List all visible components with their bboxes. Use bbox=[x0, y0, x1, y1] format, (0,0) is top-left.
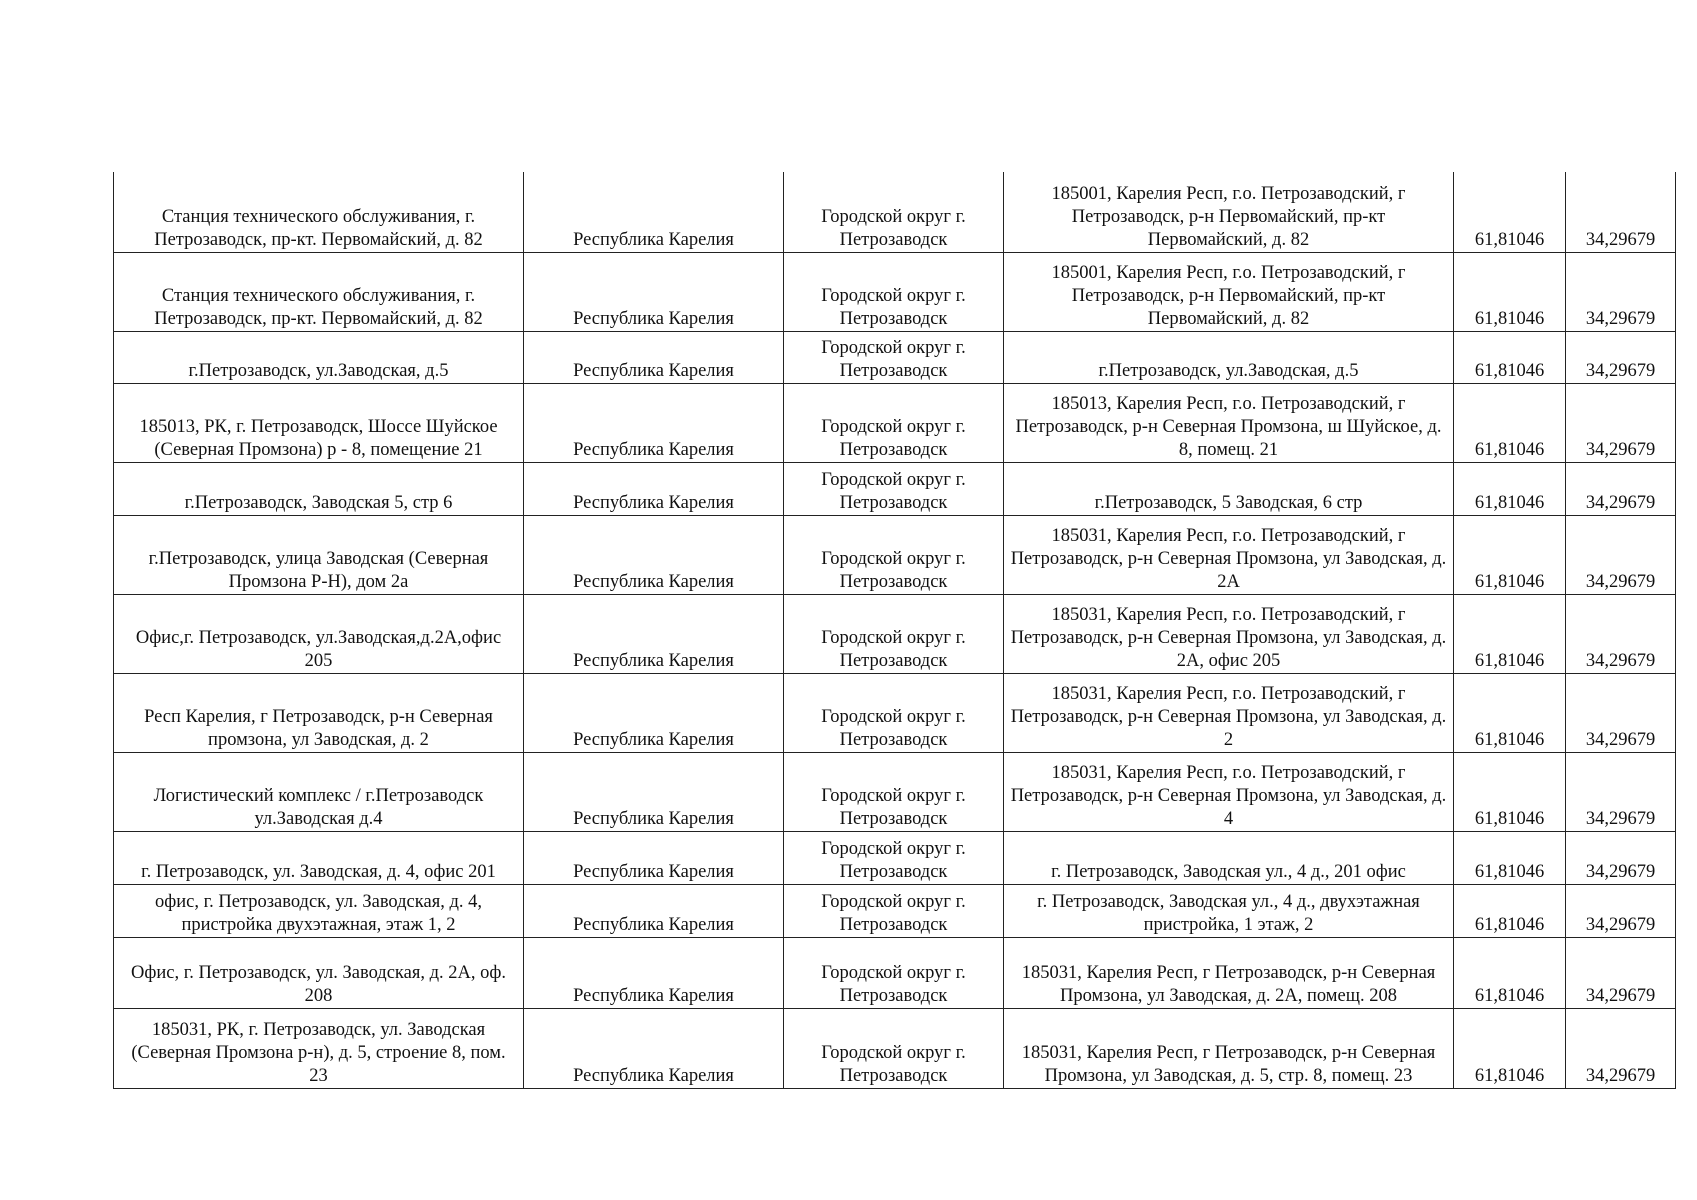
district-cell: Городской округ г. Петрозаводск bbox=[784, 673, 1004, 752]
region-cell: Республика Карелия bbox=[524, 884, 784, 937]
longitude-cell: 34,29679 bbox=[1566, 331, 1676, 383]
table-row bbox=[114, 252, 1676, 331]
longitude-cell: 34,29679 bbox=[1566, 594, 1676, 673]
object-name-cell: Логистический комплекс / г.Петрозаводск ул.Заводская д.4 bbox=[114, 752, 524, 831]
region-cell: Республика Карелия bbox=[524, 172, 784, 252]
address-cell: 185031, Карелия Респ, г Петрозаводск, р-н Северная Промзона, ул Заводская, д. 5, стр. 8, помещ. 23 bbox=[1004, 1008, 1454, 1088]
region-cell: Республика Карелия bbox=[524, 462, 784, 515]
longitude-cell: 34,29679 bbox=[1566, 383, 1676, 462]
latitude-cell: 61,81046 bbox=[1454, 462, 1566, 515]
latitude-cell: 61,81046 bbox=[1454, 884, 1566, 937]
region-cell: Республика Карелия bbox=[524, 1008, 784, 1088]
longitude-cell: 34,29679 bbox=[1566, 937, 1676, 1008]
address-cell: 185031, Карелия Респ, г Петрозаводск, р-н Северная Промзона, ул Заводская, д. 2А, помещ. 208 bbox=[1004, 937, 1454, 1008]
object-name-cell: г.Петрозаводск, ул.Заводская, д.5 bbox=[114, 331, 524, 383]
table-row bbox=[114, 884, 1676, 937]
latitude-cell: 61,81046 bbox=[1454, 383, 1566, 462]
object-name-cell: 185031, РК, г. Петрозаводск, ул. Заводская (Северная Промзона р-н), д. 5, строение 8, пом. 23 bbox=[114, 1008, 524, 1088]
object-name-cell: г.Петрозаводск, Заводская 5, стр 6 bbox=[114, 462, 524, 515]
table-row bbox=[114, 172, 1676, 252]
table-row bbox=[114, 331, 1676, 383]
region-cell: Республика Карелия bbox=[524, 594, 784, 673]
longitude-cell: 34,29679 bbox=[1566, 884, 1676, 937]
table-row bbox=[114, 937, 1676, 1008]
longitude-cell: 34,29679 bbox=[1566, 172, 1676, 252]
address-cell: г. Петрозаводск, Заводская ул., 4 д., двухэтажная пристройка, 1 этаж, 2 bbox=[1004, 884, 1454, 937]
address-cell: 185031, Карелия Респ, г.о. Петрозаводский, г Петрозаводск, р-н Северная Промзона, ул Заводская, д. 2А, офис 205 bbox=[1004, 594, 1454, 673]
table-row bbox=[114, 594, 1676, 673]
address-table bbox=[113, 172, 1676, 1089]
latitude-cell: 61,81046 bbox=[1454, 331, 1566, 383]
latitude-cell: 61,81046 bbox=[1454, 1008, 1566, 1088]
object-name-cell: Станция технического обслуживания, г. Петрозаводск, пр-кт. Первомайский, д. 82 bbox=[114, 172, 524, 252]
address-cell: г.Петрозаводск, ул.Заводская, д.5 bbox=[1004, 331, 1454, 383]
latitude-cell: 61,81046 bbox=[1454, 252, 1566, 331]
region-cell: Республика Карелия bbox=[524, 252, 784, 331]
longitude-cell: 34,29679 bbox=[1566, 673, 1676, 752]
latitude-cell: 61,81046 bbox=[1454, 831, 1566, 884]
address-cell: 185013, Карелия Респ, г.о. Петрозаводский, г Петрозаводск, р-н Северная Промзона, ш Шуйское, д. 8, помещ. 21 bbox=[1004, 383, 1454, 462]
district-cell: Городской округ г. Петрозаводск bbox=[784, 752, 1004, 831]
region-cell: Республика Карелия bbox=[524, 383, 784, 462]
longitude-cell: 34,29679 bbox=[1566, 462, 1676, 515]
object-name-cell: 185013, РК, г. Петрозаводск, Шоссе Шуйское (Северная Промзона) р - 8, помещение 21 bbox=[114, 383, 524, 462]
district-cell: Городской округ г. Петрозаводск bbox=[784, 1008, 1004, 1088]
region-cell: Республика Карелия bbox=[524, 937, 784, 1008]
latitude-cell: 61,81046 bbox=[1454, 172, 1566, 252]
district-cell: Городской округ г. Петрозаводск bbox=[784, 594, 1004, 673]
table-row bbox=[114, 752, 1676, 831]
district-cell: Городской округ г. Петрозаводск bbox=[784, 172, 1004, 252]
address-cell: г.Петрозаводск, 5 Заводская, 6 стр bbox=[1004, 462, 1454, 515]
district-cell: Городской округ г. Петрозаводск bbox=[784, 383, 1004, 462]
latitude-cell: 61,81046 bbox=[1454, 752, 1566, 831]
object-name-cell: Офис,г. Петрозаводск, ул.Заводская,д.2А,офис 205 bbox=[114, 594, 524, 673]
district-cell: Городской округ г. Петрозаводск bbox=[784, 937, 1004, 1008]
region-cell: Республика Карелия bbox=[524, 831, 784, 884]
district-cell: Городской округ г. Петрозаводск bbox=[784, 884, 1004, 937]
object-name-cell: г.Петрозаводск, улица Заводская (Северная Промзона Р-Н), дом 2а bbox=[114, 515, 524, 594]
region-cell: Республика Карелия bbox=[524, 673, 784, 752]
latitude-cell: 61,81046 bbox=[1454, 937, 1566, 1008]
address-cell: 185031, Карелия Респ, г.о. Петрозаводский, г Петрозаводск, р-н Северная Промзона, ул Заводская, д. 4 bbox=[1004, 752, 1454, 831]
longitude-cell: 34,29679 bbox=[1566, 252, 1676, 331]
region-cell: Республика Карелия bbox=[524, 331, 784, 383]
longitude-cell: 34,29679 bbox=[1566, 1008, 1676, 1088]
district-cell: Городской округ г. Петрозаводск bbox=[784, 462, 1004, 515]
object-name-cell: офис, г. Петрозаводск, ул. Заводская, д. 4, пристройка двухэтажная, этаж 1, 2 bbox=[114, 884, 524, 937]
address-cell: 185001, Карелия Респ, г.о. Петрозаводский, г Петрозаводск, р-н Первомайский, пр-кт Первомайский, д. 82 bbox=[1004, 172, 1454, 252]
object-name-cell: г. Петрозаводск, ул. Заводская, д. 4, офис 201 bbox=[114, 831, 524, 884]
table-row bbox=[114, 673, 1676, 752]
address-cell: 185031, Карелия Респ, г.о. Петрозаводский, г Петрозаводск, р-н Северная Промзона, ул Заводская, д. 2А bbox=[1004, 515, 1454, 594]
region-cell: Республика Карелия bbox=[524, 752, 784, 831]
district-cell: Городской округ г. Петрозаводск bbox=[784, 331, 1004, 383]
latitude-cell: 61,81046 bbox=[1454, 515, 1566, 594]
table-row bbox=[114, 1008, 1676, 1088]
address-cell: 185001, Карелия Респ, г.о. Петрозаводский, г Петрозаводск, р-н Первомайский, пр-кт Первомайский, д. 82 bbox=[1004, 252, 1454, 331]
address-cell: 185031, Карелия Респ, г.о. Петрозаводский, г Петрозаводск, р-н Северная Промзона, ул Заводская, д. 2 bbox=[1004, 673, 1454, 752]
latitude-cell: 61,81046 bbox=[1454, 673, 1566, 752]
longitude-cell: 34,29679 bbox=[1566, 515, 1676, 594]
object-name-cell: Респ Карелия, г Петрозаводск, р-н Северная промзона, ул Заводская, д. 2 bbox=[114, 673, 524, 752]
district-cell: Городской округ г. Петрозаводск bbox=[784, 515, 1004, 594]
longitude-cell: 34,29679 bbox=[1566, 752, 1676, 831]
address-cell: г. Петрозаводск, Заводская ул., 4 д., 201 офис bbox=[1004, 831, 1454, 884]
district-cell: Городской округ г. Петрозаводск bbox=[784, 831, 1004, 884]
address-table-body bbox=[114, 172, 1676, 1088]
region-cell: Республика Карелия bbox=[524, 515, 784, 594]
table-row bbox=[114, 462, 1676, 515]
table-row bbox=[114, 831, 1676, 884]
object-name-cell: Станция технического обслуживания, г. Петрозаводск, пр-кт. Первомайский, д. 82 bbox=[114, 252, 524, 331]
latitude-cell: 61,81046 bbox=[1454, 594, 1566, 673]
longitude-cell: 34,29679 bbox=[1566, 831, 1676, 884]
object-name-cell: Офис, г. Петрозаводск, ул. Заводская, д. 2А, оф. 208 bbox=[114, 937, 524, 1008]
district-cell: Городской округ г. Петрозаводск bbox=[784, 252, 1004, 331]
table-row bbox=[114, 383, 1676, 462]
table-row bbox=[114, 515, 1676, 594]
